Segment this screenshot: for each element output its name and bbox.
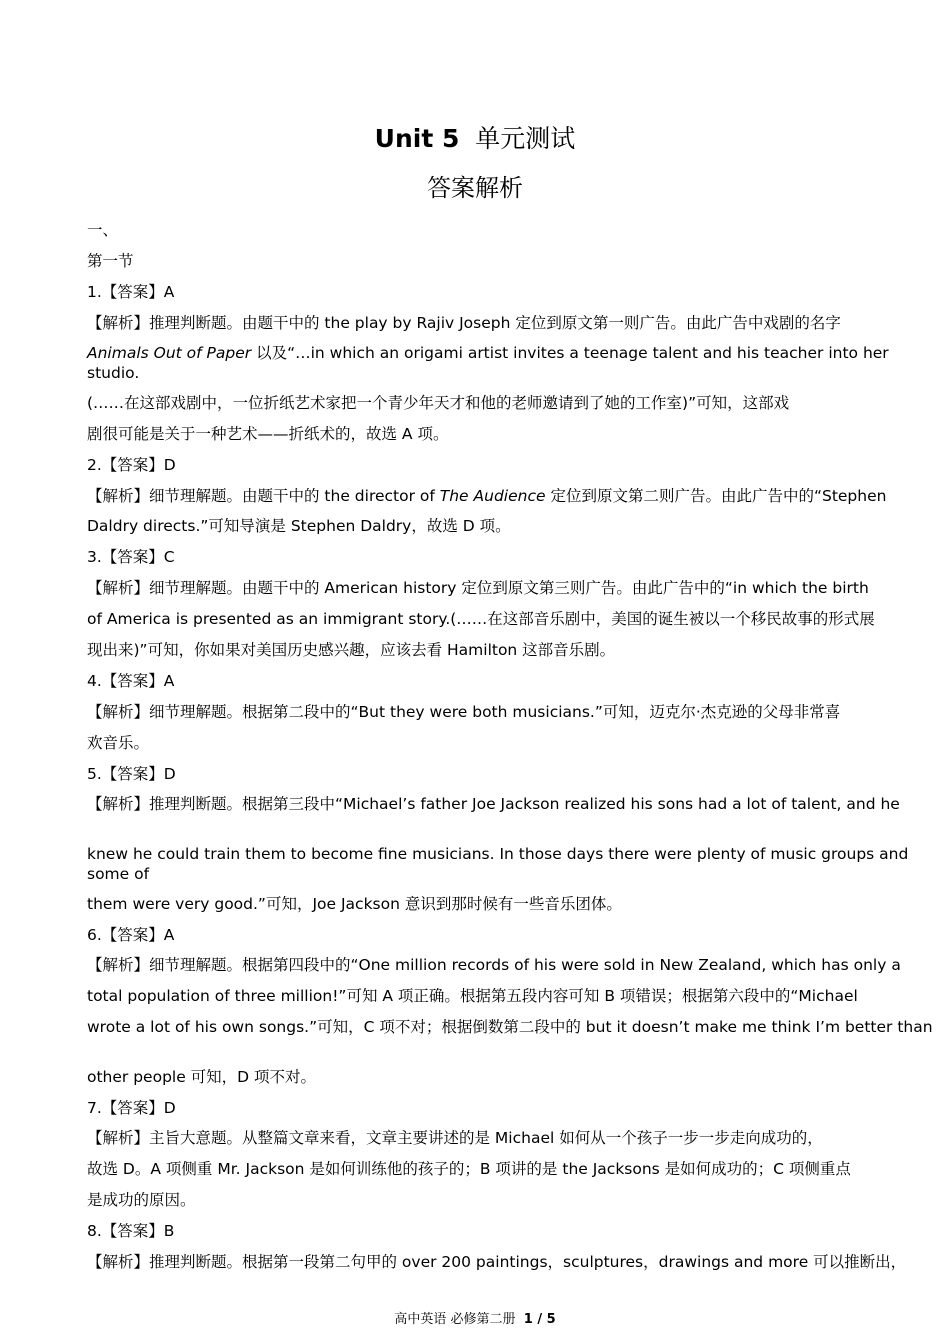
explanation-line	[87, 343, 937, 383]
explanation-text: 【解析】细节理解题。由题干中的 the director of	[87, 487, 440, 505]
explanation-line: 现出来)”可知，你如果对美国历史感兴趣，应该去看 Hamilton 这部音乐剧。	[87, 641, 616, 659]
answer-8: 8.【答案】B	[87, 1222, 175, 1240]
explanation-line: 故选 D。A 项侧重 Mr. Jackson 是如何训练他的孩子的；B 项讲的是 the Jacksons 是如何成功的；C 项侧重点	[87, 1160, 851, 1178]
answer-3: 3.【答案】C	[87, 548, 175, 566]
play-title: Animals Out of Paper	[87, 344, 252, 362]
page-footer	[0, 1311, 950, 1329]
section-part: 第一节	[87, 252, 134, 270]
explanation-line: 【解析】细节理解题。根据第二段中的“But they were both musicians.”可知，迈克尔·杰克逊的父母非常喜	[87, 703, 841, 721]
answer-2: 2.【答案】D	[87, 456, 176, 474]
answer-6: 6.【答案】A	[87, 926, 175, 944]
explanation-line: 是成功的原因。	[87, 1191, 196, 1209]
explanation-line: 【解析】推理判断题。根据第一段第二句甲的 over 200 paintings，sculptures，drawings and more 可以推断出，	[87, 1253, 907, 1271]
play-title: The Audience	[439, 487, 546, 505]
explanation-line: other people 可知，D 项不对。	[87, 1068, 317, 1086]
explanation-text: 定位到原文第二则广告。由此广告中的“Stephen	[545, 487, 887, 505]
explanation-line: them were very good.”可知，Joe Jackson 意识到那时候有一些音乐团体。	[87, 895, 622, 913]
answer-5: 5.【答案】D	[87, 765, 176, 783]
section-number: 一、	[87, 221, 119, 239]
explanation-line: 【解析】细节理解题。由题干中的 American history 定位到原文第三则广告。由此广告中的“in which the birth	[87, 579, 869, 597]
title-unit: Unit 5	[374, 124, 460, 153]
explanation-line: 【解析】推理判断题。由题干中的 the play by Rajiv Joseph 定位到原文第一则广告。由此广告中戏剧的名字	[87, 314, 841, 332]
explanation-line	[87, 486, 937, 506]
explanation-line: 剧很可能是关于一种艺术——折纸术的，故选 A 项。	[87, 425, 449, 443]
explanation-line: total population of three million!”可知 A 项正确。根据第五段内容可知 B 项错误；根据第六段中的“Michael	[87, 987, 858, 1005]
answer-4: 4.【答案】A	[87, 672, 175, 690]
page-title	[0, 122, 950, 156]
explanation-line: 【解析】主旨大意题。从整篇文章来看，文章主要讲述的是 Michael 如何从一个孩子一步一步走向成功的，	[87, 1129, 823, 1147]
explanation-line: wrote a lot of his own songs.”可知，C 项不对；根据倒数第二段中的 but it doesn’t make me think I’m better than	[87, 1018, 933, 1036]
answer-7: 7.【答案】D	[87, 1099, 176, 1117]
explanation-line: 欢音乐。	[87, 734, 150, 752]
page-number: 1 / 5	[523, 1312, 556, 1327]
explanation-line: of America is presented as an immigrant story.(……在这部音乐剧中，美国的诞生被以一个移民故事的形式展	[87, 610, 875, 628]
explanation-line: Daldry directs.”可知导演是 Stephen Daldry，故选 D 项。	[87, 517, 511, 535]
explanation-line: 【解析】细节理解题。根据第四段中的“One million records of his were sold in New Zealand, which has only a	[87, 956, 901, 974]
explanation-line: (……在这部戏剧中，一位折纸艺术家把一个青少年天才和他的老师邀请到了她的工作室)”可知，这部戏	[87, 394, 790, 412]
title-test: 单元测试	[475, 124, 576, 153]
explanation-line: 【解析】推理判断题。根据第三段中“Michael’s father Joe Jackson realized his sons had a lot of talent, and he	[87, 795, 900, 813]
explanation-line: knew he could train them to become fine musicians. In those days there were plenty of music groups and some of	[87, 845, 909, 883]
quote-text: 以及“…in which an origami artist invites a teenage talent and his teacher into her studio.	[87, 344, 889, 382]
page-subtitle: 答案解析	[427, 174, 523, 202]
answer-1: 1.【答案】A	[87, 283, 175, 301]
footer-book: 高中英语 必修第二册	[394, 1312, 516, 1327]
